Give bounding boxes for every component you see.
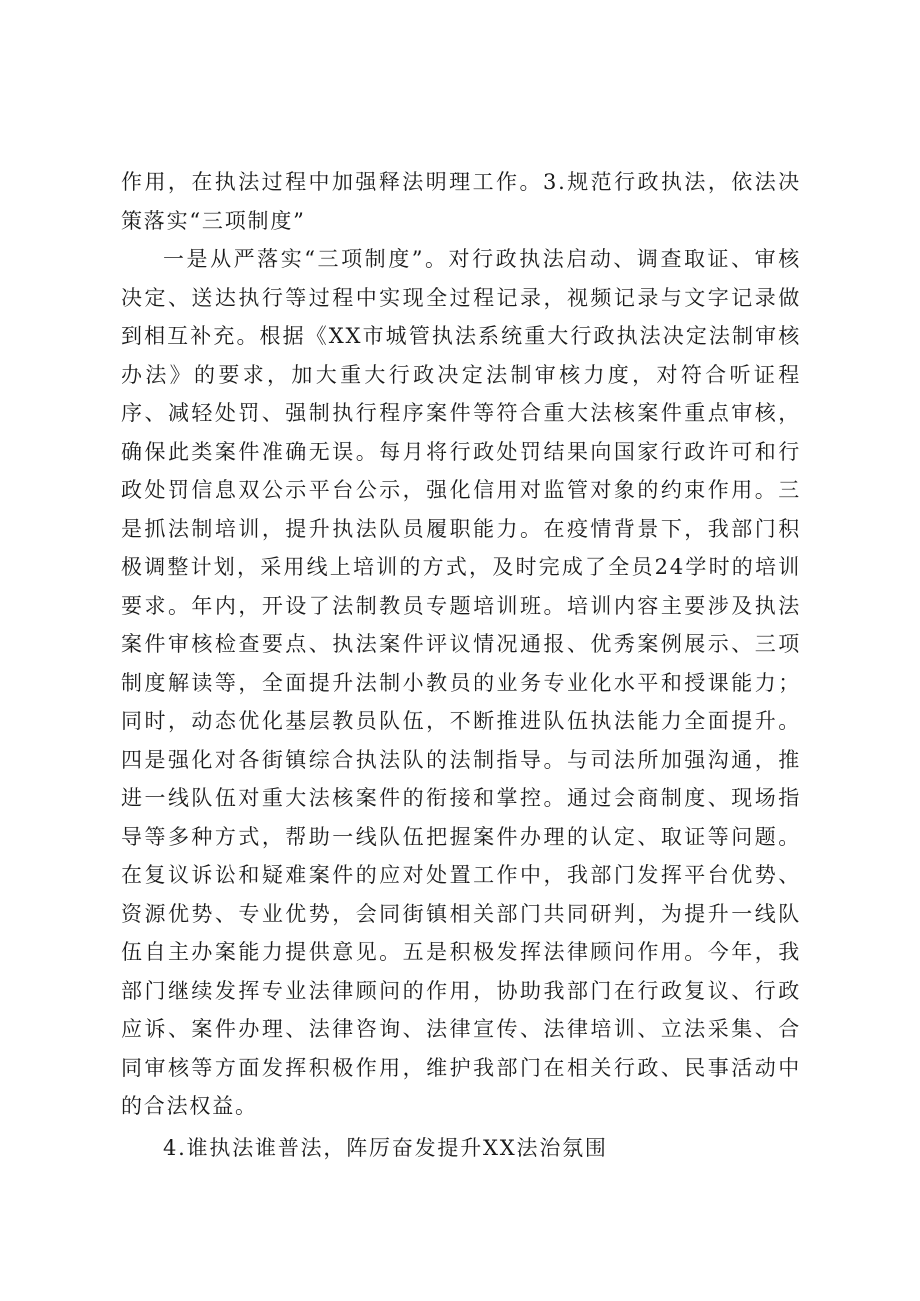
- paragraph-three-systems: 一是从严落实“三项制度”。对行政执法启动、调查取证、审核决定、送达执行等过程中实现全过程记录，视频记录与文字记录做到相互补充。根据《XX市城管执法系统重大行政执法决定法制审核办法》的要求，加大重大行政决定法制审核力度，对符合听证程序、减轻处罚、强制执行程序案件等符合重大法核案件重点审核，确保此类案件准确无误。每月将行政处罚结果向国家行政许可和行政处罚信息双公示平台公示，强化信用对监管对象的约束作用。三是抓法制培训，提升执法队员履职能力。在疫情背景下，我部门积极调整计划，采用线上培训的方式，及时完成了全员24学时的培训要求。年内，开设了法制教员专题培训班。培训内容主要涉及执法案件审核检查要点、执法案件评议情况通报、优秀案例展示、三项制度解读等，全面提升法制小教员的业务专业化水平和授课能力；同时，动态优化基层教员队伍，不断推进队伍执法能力全面提升。四是强化对各街镇综合执法队的法制指导。与司法所加强沟通，推进一线队伍对重大法核案件的衔接和掌控。通过会商制度、现场指导等多种方式，帮助一线队伍把握案件办理的认定、取证等问题。在复议诉讼和疑难案件的应对处置工作中，我部门发挥平台优势、资源优势、专业优势，会同街镇相关部门共同研判，为提升一线队伍自主办案能力提供意见。五是积极发挥法律顾问作用。今年，我部门继续发挥专业法律顾问的作用，协助我部门在行政复议、行政应诉、案件办理、法律咨询、法律宣传、法律培训、立法采集、合同审核等方面发挥积极作用，维护我部门在相关行政、民事活动中的合法权益。: [121, 247, 801, 1118]
- section-heading-legal-publicity: 4.谁执法谁普法，阵厉奋发提升XX法治氛围: [163, 1135, 608, 1160]
- paragraph-continuation: 作用，在执法过程中加强释法明理工作。3.规范行政执法，依法决策落实“三项制度”: [121, 170, 801, 233]
- document-body: [121, 163, 801, 1167]
